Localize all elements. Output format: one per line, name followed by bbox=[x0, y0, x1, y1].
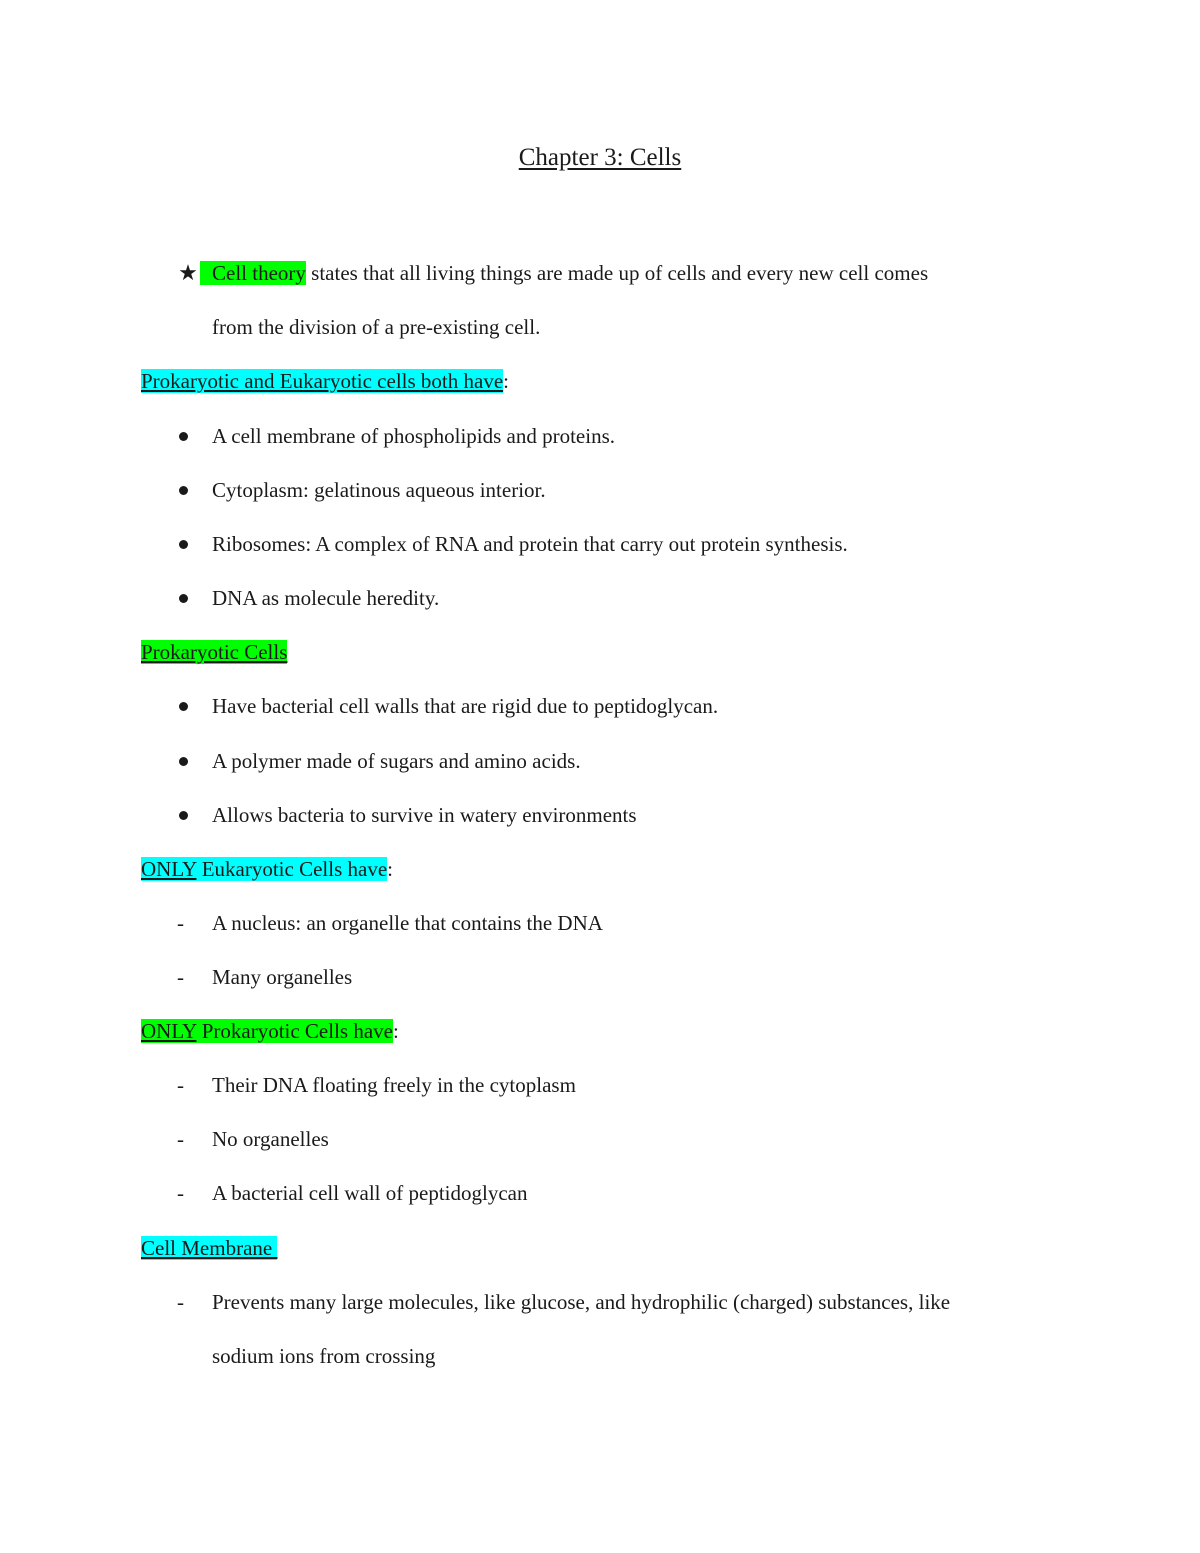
bullet-icon bbox=[179, 486, 188, 495]
list-item: A nucleus: an organelle that contains the DNA bbox=[212, 911, 603, 935]
dash-icon: - bbox=[177, 1290, 184, 1314]
dash-icon: - bbox=[177, 911, 184, 935]
list-item: Allows bacteria to survive in watery environments bbox=[212, 803, 637, 827]
bullet-icon bbox=[179, 540, 188, 549]
bullet-icon bbox=[179, 757, 188, 766]
list-item: A cell membrane of phospholipids and proteins. bbox=[212, 424, 616, 448]
list-item: DNA as molecule heredity. bbox=[212, 586, 440, 610]
bullet-icon bbox=[179, 702, 188, 711]
dash-icon: - bbox=[177, 1181, 184, 1205]
list-item: Prevents many large molecules, like glucose, and hydrophilic (charged) substances, like bbox=[212, 1290, 951, 1314]
cell-theory-continuation: from the division of a pre-existing cell. bbox=[212, 315, 541, 339]
list-item: Ribosomes: A complex of RNA and protein that carry out protein synthesis. bbox=[212, 532, 848, 556]
section-heading-prokaryotic-cells: Prokaryotic Cells bbox=[141, 640, 288, 664]
page-title: Chapter 3: Cells bbox=[518, 144, 682, 171]
cell-theory-text: states that all living things are made up of cells and every new cell comes bbox=[305, 261, 929, 285]
bullet-icon bbox=[179, 594, 188, 603]
section-heading-only-prokaryotic: ONLY Prokaryotic Cells have: bbox=[141, 1019, 399, 1043]
list-item-continuation: sodium ions from crossing bbox=[212, 1344, 436, 1368]
list-item: Their DNA floating freely in the cytoplasm bbox=[212, 1073, 576, 1097]
dash-icon: - bbox=[177, 1073, 184, 1097]
cell-theory-highlight: Cell theory bbox=[200, 261, 306, 285]
list-item: Cytoplasm: gelatinous aqueous interior. bbox=[212, 478, 546, 502]
list-item: No organelles bbox=[212, 1127, 329, 1151]
bullet-icon bbox=[179, 811, 188, 820]
bullet-icon bbox=[179, 432, 188, 441]
section-heading-cell-membrane: Cell Membrane bbox=[141, 1236, 278, 1260]
dash-icon: - bbox=[177, 1127, 184, 1151]
list-item: Have bacterial cell walls that are rigid due to peptidoglycan. bbox=[212, 694, 719, 718]
section-heading-only-eukaryotic: ONLY Eukaryotic Cells have: bbox=[141, 857, 393, 881]
list-item: A bacterial cell wall of peptidoglycan bbox=[212, 1181, 528, 1205]
section-heading-both-have: Prokaryotic and Eukaryotic cells both have: bbox=[141, 369, 509, 393]
list-item: Many organelles bbox=[212, 965, 353, 989]
star-icon: ★ bbox=[178, 261, 198, 286]
dash-icon: - bbox=[177, 965, 184, 989]
list-item: A polymer made of sugars and amino acids. bbox=[212, 749, 581, 773]
cell-theory-statement bbox=[200, 259, 928, 287]
